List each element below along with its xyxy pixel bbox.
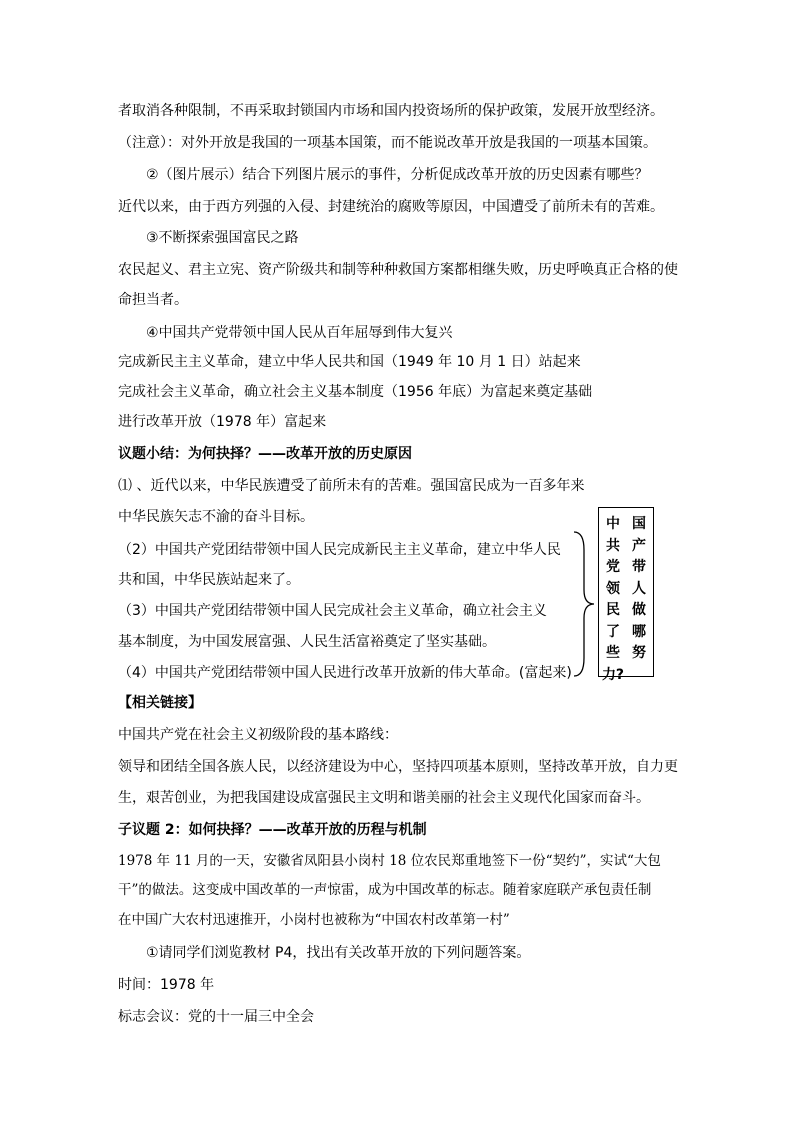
related-link-heading: 【相关链接】 [118, 695, 202, 711]
story-line-3: 在中国广大农村迅速推开，小岗村也被称为“中国农村改革第一村” [118, 912, 510, 928]
text-line-2: （注意）：对外开放是我国的一项基本国策，而不能说改革开放是我国的一项基本国策。 [118, 135, 657, 151]
text-line-11: 进行改革开放（1978 年）富起来 [118, 414, 327, 430]
vchar: 哪 [632, 623, 646, 640]
summary-item-3: （3）中国共产党团结带领中国人民完成社会主义革命，确立社会主义 [118, 603, 547, 619]
vchar: 努 [632, 645, 646, 661]
vchar: 党 [606, 559, 620, 575]
text-line-4: 近代以来，由于西方列强的入侵、封建统治的腐败等原因，中国遭受了前所未有的苦难。 [118, 199, 664, 215]
text-line-8: ④中国共产党带领中国人民从百年屈辱到伟大复兴 [146, 325, 453, 341]
vchar: 产 [632, 537, 646, 554]
vchar: 国 [632, 516, 646, 532]
text-line-6: 农民起义、君主立宪、资产阶级共和制等种种救国方案都相继失败，历史呼唤真正合格的使 [118, 262, 678, 278]
vertical-text-box [598, 507, 654, 683]
summary-item-3-cont: 基本制度，为中国发展富强、人民生活富裕奠定了坚实基础。 [118, 634, 496, 650]
text-line-28: ①请同学们浏览教材 P4，找出有关改革开放的下列问题答案。 [146, 945, 531, 961]
text-line-23: 生，艰苦创业，为把我国建设成富强民主文明和谐美丽的社会主义现代化国家而奋斗。 [118, 790, 650, 806]
summary-item-4: （4）中国共产党团结带领中国人民进行改革开放新的伟大革命。(富起来) [118, 665, 572, 681]
vchar: 力? [601, 666, 625, 683]
vertical-column-2 [627, 514, 651, 676]
summary-item-1: ⑴ 、近代以来，中华民族遭受了前所未有的苦难。强国富民成为一百多年来 [118, 478, 585, 494]
text-line-10: 完成社会主义革命，确立社会主义基本制度（1956 年底）为富起来奠定基础 [118, 384, 593, 400]
vchar: 共 [606, 537, 620, 554]
vchar: 民 [606, 602, 620, 618]
text-line-7: 命担当者。 [118, 292, 188, 308]
text-line-3: ②（图片展示）结合下列图片展示的事件，分析促成改革开放的历史因素有哪些？ [146, 167, 649, 183]
vchar: 了 [606, 623, 620, 640]
text-line-30: 标志会议：党的十一届三中全会 [118, 1009, 314, 1025]
text-line-5: ③不断探索强国富民之路 [146, 230, 299, 246]
vchar: 带 [632, 559, 646, 575]
summary-item-1-cont: 中华民族矢志不渝的奋斗目标。 [118, 509, 314, 525]
vchar: 中 [606, 516, 620, 532]
text-line-21: 中国共产党在社会主义初级阶段的基本路线： [118, 727, 398, 743]
story-line-2: 干”的做法。这变成中国改革的一声惊雷，成为中国改革的标志。随着家庭联产承包责任制 [118, 882, 652, 898]
text-line-22: 领导和团结全国各族人民，以经济建设为中心，坚持四项基本原则，坚持改革开放，自力更 [118, 759, 678, 775]
vchar: 做 [632, 602, 646, 618]
right-brace-icon [572, 530, 596, 678]
text-line-1: 者取消各种限制，不再采取封锁国内市场和国内投资场所的保护政策，发展开放型经济。 [118, 103, 664, 119]
summary-item-2: （2）中国共产党团结带领中国人民完成新民主主义革命，建立中华人民 [118, 542, 561, 558]
vchar: 些 [606, 645, 620, 661]
story-line-1: 1978 年 11 月的一天，安徽省凤阳县小岗村 18 位农民郑重地签下一份“契约”，实试“大包 [118, 853, 661, 869]
summary-heading: 议题小结：为何抉择？——改革开放的历史原因 [118, 446, 412, 462]
sub-topic-2-heading: 子议题 2：如何抉择？——改革开放的历程与机制 [118, 822, 427, 838]
text-line-9: 完成新民主主义革命，建立中华人民共和国（1949 年 10 月 1 日）站起来 [118, 354, 581, 370]
vchar: 领 [606, 580, 620, 597]
vchar: 人 [632, 580, 646, 597]
text-line-29: 时间：1978 年 [118, 977, 215, 993]
summary-item-2-cont: 共和国，中华民族站起来了。 [118, 572, 300, 588]
vertical-column-1 [601, 514, 625, 683]
